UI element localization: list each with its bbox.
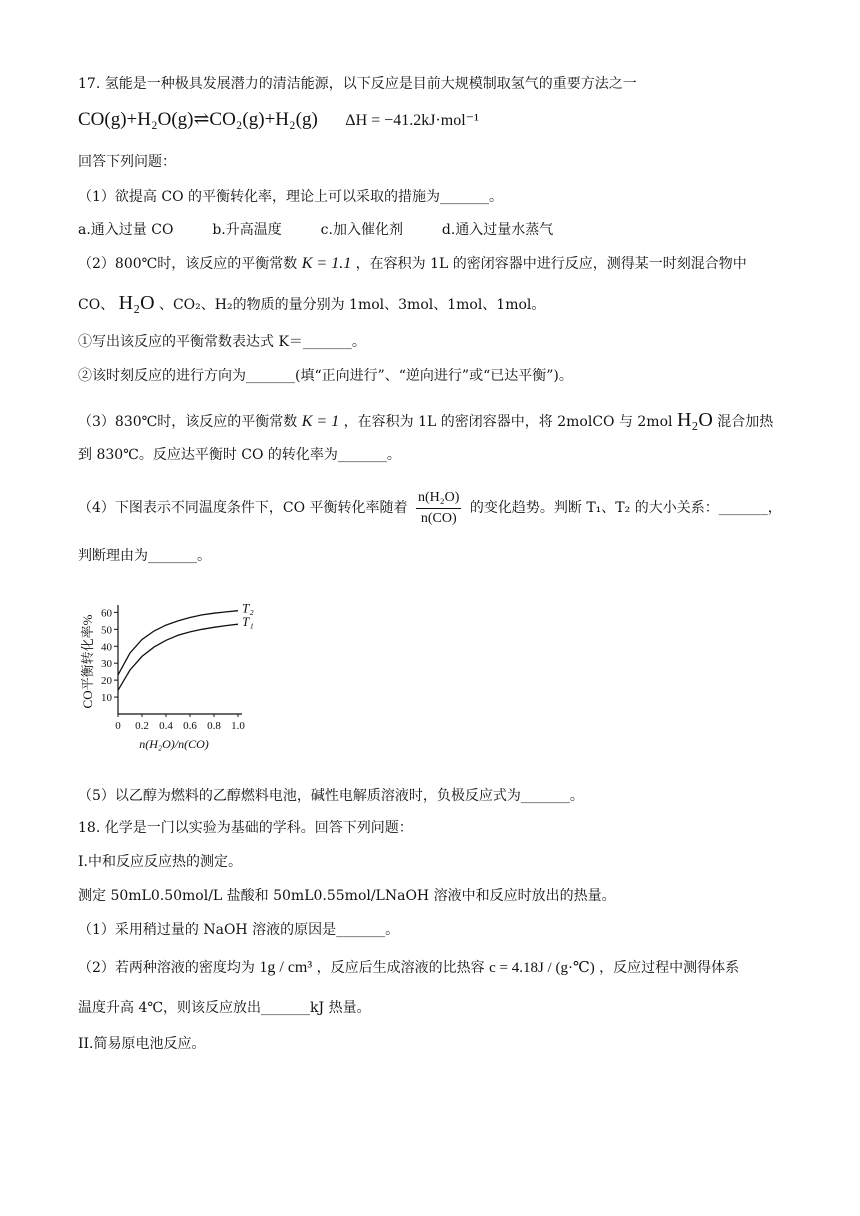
q18-part1-desc: 测定 50mL0.50mol/L 盐酸和 50mL0.55mol/LNaOH 溶液中和反应时放出的热量。 (78, 888, 616, 904)
chart-axes (118, 605, 242, 714)
y-axis-label: CO平衡转化率% (80, 614, 95, 709)
y-tick-label: 40 (101, 641, 112, 654)
reaction-equation (78, 110, 479, 131)
series-label-0: T₂ (242, 600, 254, 616)
option-d: d.通入过量水蒸气 (441, 222, 554, 238)
x-tick-label: 0.8 (207, 720, 221, 732)
q17-part1: （1）欲提高 CO 的平衡转化率，理论上可以采取的措施为_______。 (78, 189, 503, 205)
y-tick-label: 60 (101, 607, 112, 620)
q17-intro: 17. 氢能是一种极具发展潜力的清洁能源，以下反应是目前大规模制取氢气的重要方法之一 (78, 76, 637, 92)
q17-part3-text-a: （3）830℃时，该反应的平衡常数 (78, 414, 298, 430)
q17-part3-text-c: 混合加热 (717, 414, 774, 430)
y-tick-label: 20 (101, 675, 112, 688)
option-a: a.通入过量 CO (78, 222, 174, 238)
fraction-numerator: n(H₂O) (416, 489, 461, 509)
q17-part3-line2: 到 830℃。反应达平衡时 CO 的转化率为_______。 (78, 447, 401, 463)
q18-q2-text-c: ，反应过程中测得体系 (599, 960, 740, 976)
q17-part2-amounts: 、CO₂、H₂的物质的量分别为 1mol、3mol、1mol、1mol。 (158, 297, 546, 313)
h2o-formula: H₂O (118, 292, 155, 314)
q18-part1-title: I.中和反应反应热的测定。 (78, 854, 242, 870)
q17-part2-text-b: ，在容积为 1L 的密闭容器中进行反应，测得某一时刻混合物中 (355, 256, 747, 272)
specific-heat-value: c = 4.18J / (g·℃) (489, 960, 595, 976)
series-line-0 (118, 611, 238, 675)
fraction-denominator: n(CO) (420, 510, 457, 526)
option-b: b.升高温度 (212, 222, 282, 238)
equation-text: CO(g)+H₂O(g)⇌CO₂(g)+H₂(g) (78, 109, 318, 130)
delta-h: ΔH = −41.2kJ·mol⁻¹ (345, 112, 479, 129)
conversion-chart (78, 586, 258, 770)
chart-series (118, 601, 254, 691)
q17-part2-line2 (78, 293, 545, 315)
q17-part4-text-b: 的变化趋势。判断 T₁、T₂ 的大小关系：_______， (469, 500, 782, 516)
q17-part2-line1 (78, 254, 747, 274)
x-tick-label: 0 (115, 720, 121, 732)
q18-q2-text-a: （2）若两种溶液的密度均为 (78, 960, 255, 976)
x-tick-label: 0.2 (135, 720, 149, 732)
density-value: 1g / cm³ (259, 959, 313, 976)
q17-part2-text-a: （2）800℃时，该反应的平衡常数 (78, 256, 298, 272)
k-value-800: K = 1.1 (301, 255, 352, 272)
ratio-fraction (416, 489, 461, 528)
series-line-1 (118, 624, 238, 690)
q17-part3-line1 (78, 410, 773, 432)
q17-prompt: 回答下列问题： (78, 154, 176, 170)
x-tick-label: 0.4 (159, 720, 173, 732)
q17-options (78, 220, 553, 240)
q17-part2-sub2: ②该时刻反应的进行方向为_______(填“正向进行”、“逆向进行”或“已达平衡”)。 (78, 368, 573, 384)
q17-part4-text-a: （4）下图表示不同温度条件下，CO 平衡转化率随着 (78, 500, 408, 516)
y-tick-label: 30 (101, 658, 112, 671)
y-tick-label: 50 (101, 624, 112, 637)
q17-part5: （5）以乙醇为燃料的乙醇燃料电池，碱性电解质溶液时，负极反应式为_______。 (78, 788, 584, 804)
q17-part4-line2: 判断理由为_______。 (78, 548, 211, 564)
q17-part3-text-b: ，在容积为 1L 的密闭容器中，将 2molCO 与 2mol (343, 414, 673, 430)
k-value-830: K = 1 (301, 413, 340, 430)
q17-part2-co: CO、 (78, 297, 115, 313)
series-label-1: T₁ (242, 614, 254, 630)
x-tick-label: 0.6 (183, 720, 197, 732)
x-tick-label: 1.0 (231, 720, 245, 732)
q18-part1-q2-line1 (78, 958, 739, 978)
q18-intro: 18. 化学是一门以实验为基础的学科。回答下列问题： (78, 820, 413, 836)
x-axis-label: n(H₂O)/n(CO) (139, 737, 209, 751)
q17-part2-sub1: ①写出该反应的平衡常数表达式 K＝_______。 (78, 334, 366, 350)
q18-part1-q1: （1）采用稍过量的 NaOH 溶液的原因是_______。 (78, 922, 400, 938)
h2o-formula-2: H₂O (676, 409, 713, 431)
q18-q2-text-b: ，反应后生成溶液的比热容 (316, 960, 485, 976)
option-c: c.加入催化剂 (320, 222, 403, 238)
y-tick-label: 10 (101, 692, 112, 705)
q18-part2-title: II.简易原电池反应。 (78, 1036, 206, 1052)
q17-part4-line1 (78, 488, 782, 528)
q18-part1-q2-line2: 温度升高 4℃，则该反应放出_______kJ 热量。 (78, 1000, 371, 1016)
